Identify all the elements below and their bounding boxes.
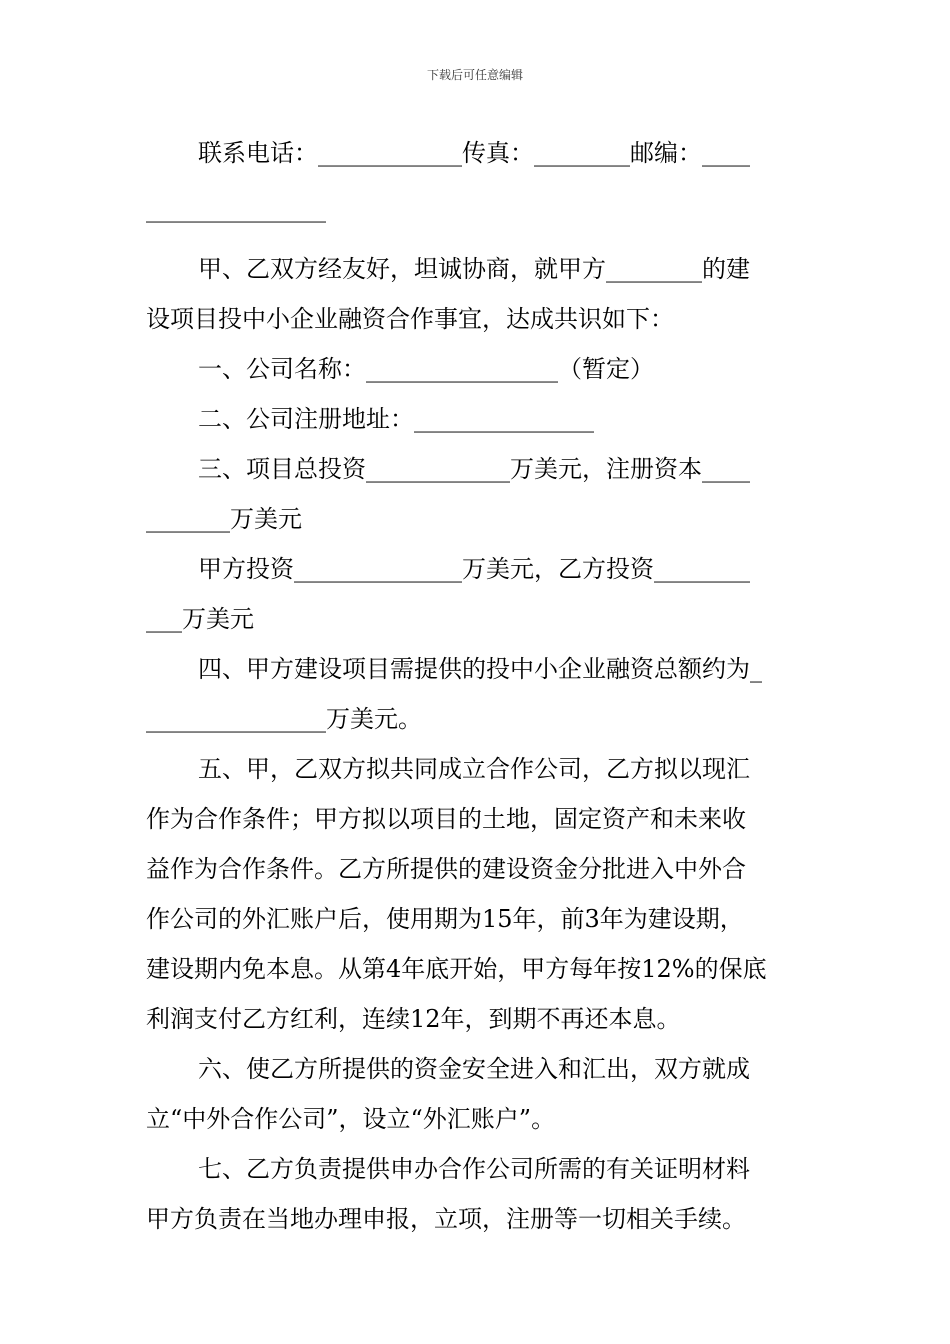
clause-6-line-2: 立“中外合作公司”，设立“外汇账户”。 <box>146 1105 556 1133</box>
clause-1-company-name: 一、公司名称：________________（暂定） <box>198 355 654 383</box>
document-body <box>146 128 808 1244</box>
clause-5-line-2: 作为合作条件；甲方拟以项目的土地，固定资产和未来收 <box>146 805 746 833</box>
clause-3-total-investment-line-1: 三、项目总投资____________万美元，注册资本____ <box>198 455 750 483</box>
intro-paragraph-line-2: 设项目投中小企业融资合作事宜，达成共识如下： <box>146 305 674 333</box>
contact-line: 联系电话：____________传真：________邮编：____ <box>198 139 750 167</box>
clause-5-line-1: 五、甲，乙双方拟共同成立合作公司，乙方拟以现汇 <box>198 755 750 783</box>
clause-4-financing-line-2: _______________万美元。 <box>146 705 422 733</box>
clause-7-line-2: 甲方负责在当地办理申报，立项，注册等一切相关手续。 <box>146 1205 746 1233</box>
clause-5-line-6: 利润支付乙方红利，连续12年，到期不再还本息。 <box>146 1005 681 1033</box>
investment-split-line-2: ___万美元 <box>146 605 254 633</box>
investment-split-line-1: 甲方投资______________万美元，乙方投资________ <box>198 555 750 583</box>
clause-5-line-5: 建设期内免本息。从第4年底开始，甲方每年按12%的保底 <box>146 955 767 983</box>
clause-2-registered-address: 二、公司注册地址：_______________ <box>198 405 594 433</box>
clause-7-line-1: 七、乙方负责提供申办合作公司所需的有关证明材料 <box>198 1155 750 1183</box>
clause-6-line-1: 六、使乙方所提供的资金安全进入和汇出，双方就成 <box>198 1055 750 1083</box>
intro-paragraph-line-1: 甲、乙双方经友好，坦诚协商，就甲方________的建 <box>198 255 750 283</box>
page-header-note: 下载后可任意编辑 <box>426 68 523 82</box>
clause-4-financing-line-1: 四、甲方建设项目需提供的投中小企业融资总额约为_ <box>198 655 762 683</box>
contact-line-cont: _______________ <box>146 195 326 223</box>
clause-5-line-4: 作公司的外汇账户后，使用期为15年，前3年为建设期， <box>146 905 744 933</box>
clause-3-total-investment-line-2: _______万美元 <box>146 505 302 533</box>
clause-5-line-3: 益作为合作条件。乙方所提供的建设资金分批进入中外合 <box>146 855 746 883</box>
